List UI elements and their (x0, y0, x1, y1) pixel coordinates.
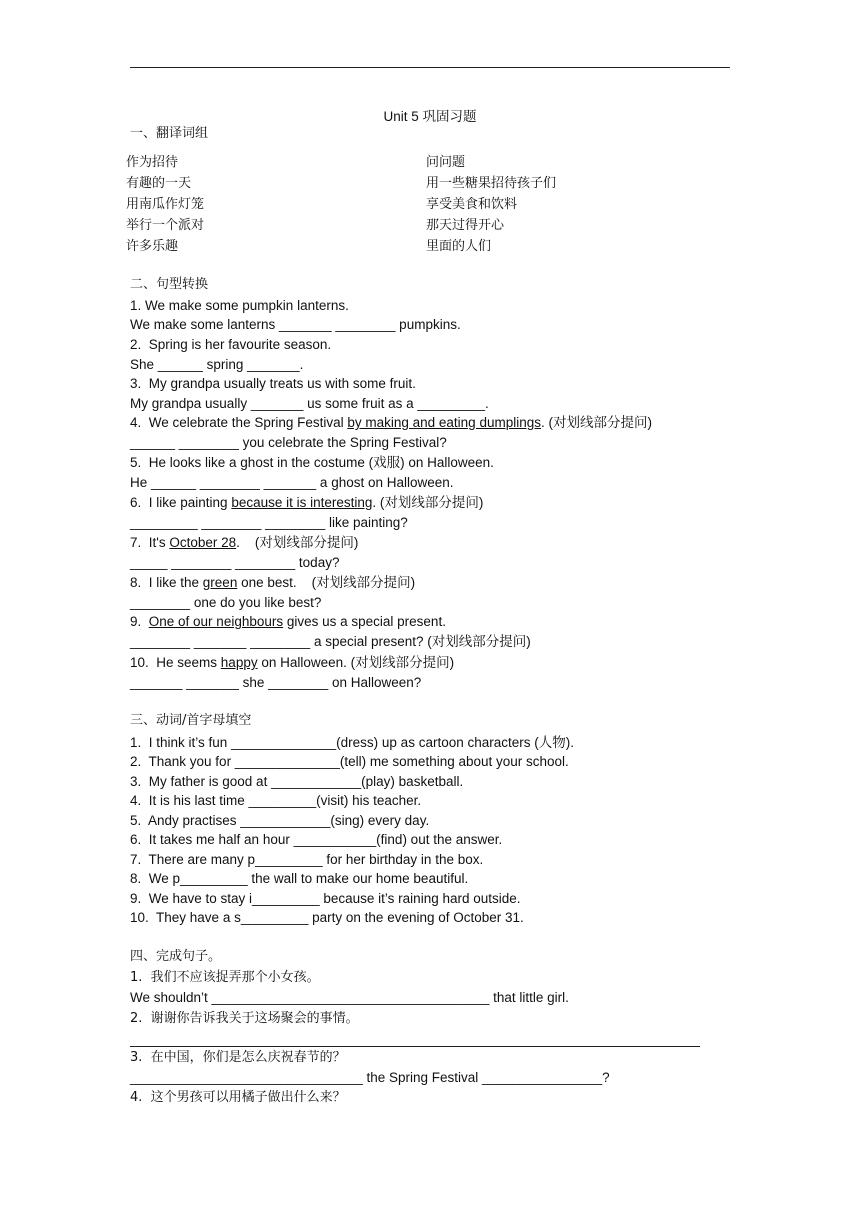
s3-item-1: 1. I think it’s fun ______________(dress) up as cartoon characters (人物). (130, 735, 574, 750)
s2-question-5: 5. He looks like a ghost in the costume (戏服) on Halloween. (130, 455, 494, 470)
s3-item-7: 7. There are many p_________ for her birthday in the box. (130, 852, 484, 867)
s2-answer-5: He ______ ________ _______ a ghost on Halloween. (130, 475, 454, 490)
s2-question-8 (130, 574, 415, 592)
s2-question-7 (130, 534, 358, 552)
section-1-heading: 一、翻译词组 (130, 126, 209, 141)
s2-question-1: 1. We make some pumpkin lanterns. (130, 298, 349, 313)
phrase-left-5: 许多乐趣 (126, 239, 179, 254)
s2-answer-6: _________ ________ ________ like painting? (130, 515, 408, 530)
s2-q10-underlined: happy (220, 655, 258, 670)
s2-q7-underlined: October 28 (169, 535, 237, 550)
s3-item-9: 9. We have to stay i_________ because it’s raining hard outside. (130, 891, 521, 906)
phrase-left-3: 用南瓜作灯笼 (126, 197, 205, 212)
s2-q8-underlined: green (202, 575, 238, 590)
phrase-left-2: 有趣的一天 (126, 176, 192, 191)
s3-item-2: 2. Thank you for ______________(tell) me something about your school. (130, 754, 569, 769)
s2-question-9 (130, 613, 446, 631)
s2-q10-text-a: 10. He seems (130, 655, 221, 670)
s3-item-3: 3. My father is good at ____________(play) basketball. (130, 774, 464, 789)
s2-answer-10: _______ _______ she ________ on Halloween? (130, 675, 422, 690)
s4-answer-2-blank-line (130, 1046, 700, 1047)
s4-answer-3: _______________________________ the Spring Festival ________________? (130, 1070, 610, 1085)
s2-q6-text-b: . (对划线部分提问) (372, 495, 484, 510)
section-2-heading: 二、句型转换 (130, 277, 209, 292)
phrase-right-4: 那天过得开心 (426, 218, 505, 233)
s4-question-4: 4. 这个男孩可以用橘子做出什么来？ (130, 1090, 346, 1105)
s2-q10-text-b: on Halloween. (对划线部分提问) (257, 655, 455, 670)
phrase-right-3: 享受美食和饮料 (426, 197, 518, 212)
s3-item-6: 6. It takes me half an hour ___________(find) out the answer. (130, 832, 503, 847)
phrase-right-2: 用一些糖果招待孩子们 (426, 176, 557, 191)
s2-q4-underlined: by making and eating dumplings (347, 415, 541, 430)
s2-question-2: 2. Spring is her favourite season. (130, 337, 332, 352)
s2-q9-text-b: gives us a special present. (283, 614, 446, 629)
s3-item-4: 4. It is his last time _________(visit) his teacher. (130, 793, 422, 808)
s2-q7-text-a: 7. It's (130, 535, 170, 550)
s4-question-2: 2. 谢谢你告诉我关于这场聚会的事情。 (130, 1011, 359, 1026)
s2-answer-8: ________ one do you like best? (130, 595, 322, 610)
s2-answer-7: _____ ________ ________ today? (130, 555, 340, 570)
s2-q7-text-b: . (对划线部分提问) (236, 535, 359, 550)
s2-question-6 (130, 494, 483, 512)
s2-q4-text-b: . (对划线部分提问) (540, 415, 652, 430)
s3-item-10: 10. They have a s_________ party on the evening of October 31. (130, 910, 524, 925)
s2-q6-text-a: 6. I like painting (130, 495, 232, 510)
header-rule (130, 67, 730, 68)
s2-answer-2: She ______ spring _______. (130, 357, 304, 372)
s4-question-1: 1. 我们不应该捉弄那个小女孩。 (130, 970, 320, 985)
s3-item-5: 5. Andy practises ____________(sing) every day. (130, 813, 430, 828)
s2-question-10 (130, 654, 454, 672)
s2-answer-1: We make some lanterns _______ ________ pumpkins. (130, 317, 461, 332)
s2-q9-text-a: 9. (130, 614, 149, 629)
s2-answer-4: ______ ________ you celebrate the Spring Festival? (130, 435, 447, 450)
s4-answer-1: We shouldn’t _____________________________________ that little girl. (130, 990, 569, 1005)
s2-q8-text-b: one best. (对划线部分提问) (237, 575, 416, 590)
phrase-right-5: 里面的人们 (426, 239, 492, 254)
s2-question-4 (130, 414, 652, 432)
s2-question-3: 3. My grandpa usually treats us with some fruit. (130, 376, 416, 391)
s2-q9-underlined: One of our neighbours (148, 614, 284, 629)
section-3-heading: 三、动词/首字母填空 (130, 713, 252, 728)
page-title: Unit 5 巩固习题 (383, 109, 477, 124)
s2-answer-3: My grandpa usually _______ us some fruit as a _________. (130, 396, 489, 411)
s3-item-8: 8. We p_________ the wall to make our home beautiful. (130, 871, 469, 886)
s4-question-3: 3. 在中国，你们是怎么庆祝春节的？ (130, 1050, 346, 1065)
s2-q8-text-a: 8. I like the (130, 575, 203, 590)
phrase-left-4: 举行一个派对 (126, 218, 205, 233)
phrase-right-1: 问问题 (426, 155, 466, 170)
s2-q4-text-a: 4. We celebrate the Spring Festival (130, 415, 348, 430)
s2-q6-underlined: because it is interesting (231, 495, 373, 510)
s2-answer-9: ________ _______ ________ a special present? (对划线部分提问) (130, 634, 531, 649)
section-4-heading: 四、完成句子。 (130, 949, 222, 964)
phrase-left-1: 作为招待 (126, 155, 179, 170)
